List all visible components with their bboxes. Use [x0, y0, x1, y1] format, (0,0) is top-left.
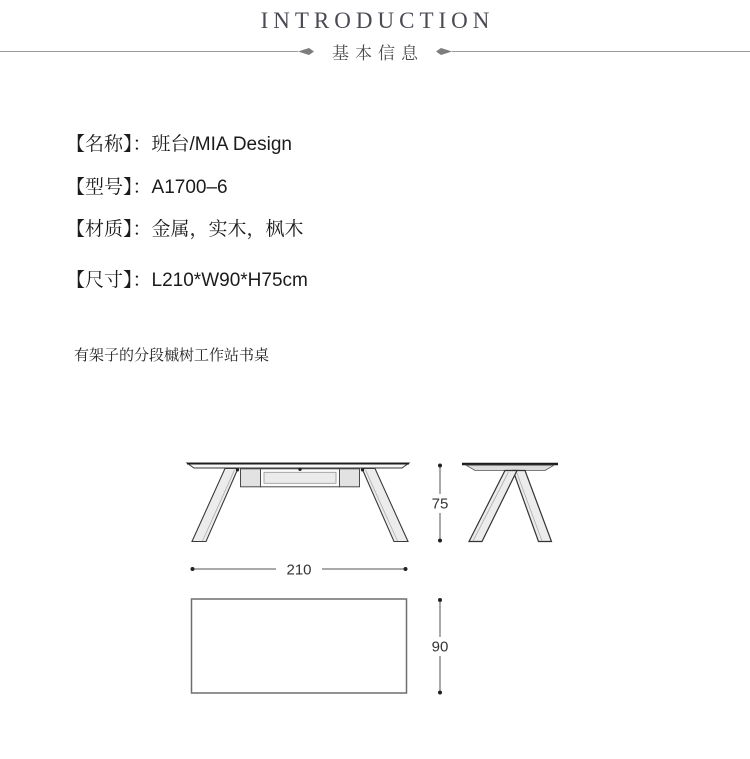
top-view-drawing: [192, 599, 407, 693]
spec-value: 班台/MIA Design: [151, 134, 292, 155]
section-subtitle: 基本信息: [332, 43, 424, 63]
spec-row-size: [66, 269, 308, 293]
depth-dimension-label: 90: [431, 638, 449, 656]
depth-dimension: [432, 598, 449, 695]
side-view-drawing: [462, 464, 558, 542]
spec-row-model: [66, 176, 228, 200]
spec-colon: ：: [132, 270, 152, 291]
product-dimension-diagram: [0, 430, 750, 720]
spec-row-name: [66, 133, 292, 157]
arrow-left-icon: [436, 47, 452, 56]
arrow-right-icon: [298, 47, 314, 56]
spec-label: 【材质】: [66, 219, 133, 240]
front-view-drawing: [187, 463, 409, 542]
spec-row-material: [66, 218, 304, 242]
spec-colon: ：: [132, 219, 152, 240]
spec-label: 【尺寸】: [66, 270, 133, 291]
product-description: 有架子的分段槭树工作站书桌: [74, 347, 270, 364]
spec-colon: ：: [132, 177, 152, 198]
spec-value: A1700–6: [151, 177, 228, 198]
divider-line-right: [452, 51, 750, 52]
spec-colon: ：: [132, 134, 152, 155]
section-subtitle-divider: [0, 42, 750, 63]
spec-value: 金属，实木，枫木: [151, 219, 304, 240]
length-dimension: [191, 562, 408, 579]
section-title: INTRODUCTION: [260, 8, 495, 33]
spec-label: 【型号】: [66, 177, 133, 198]
spec-value: L210*W90*H75cm: [151, 270, 308, 291]
height-dimension-label: 75: [431, 495, 449, 513]
height-dimension: [432, 464, 449, 543]
length-dimension-label: 210: [286, 561, 312, 579]
divider-line-left: [0, 51, 298, 52]
spec-label: 【名称】: [66, 134, 133, 155]
